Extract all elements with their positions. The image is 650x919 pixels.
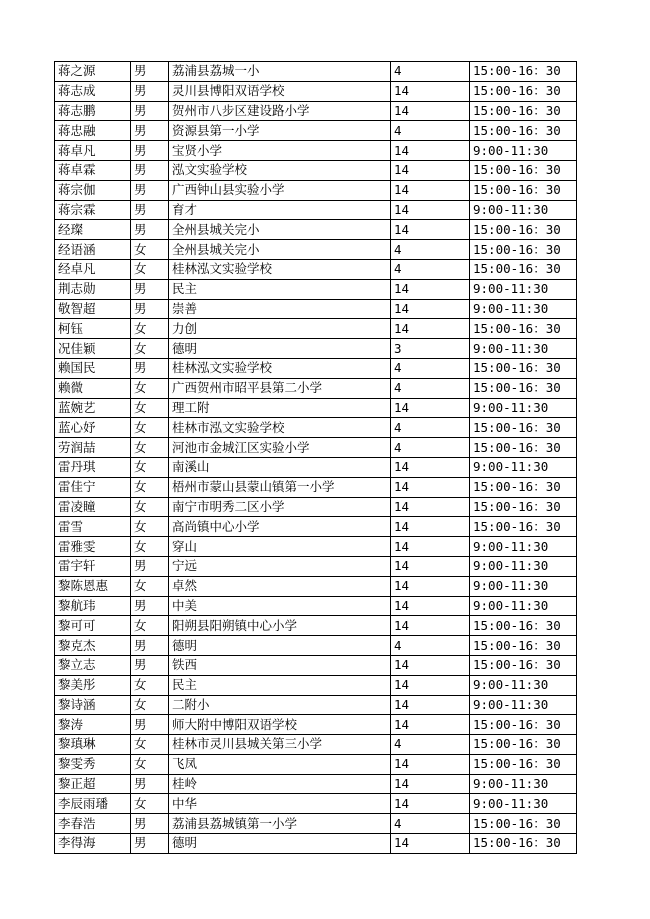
cell-school: 桂林泓文实验学校 bbox=[169, 259, 391, 279]
table-row bbox=[55, 240, 577, 260]
cell-grade: 14 bbox=[391, 517, 470, 537]
cell-school: 桂林市灵川县城关第三小学 bbox=[169, 735, 391, 755]
cell-grade: 4 bbox=[391, 240, 470, 260]
cell-school: 穿山 bbox=[169, 537, 391, 557]
cell-name: 李辰雨璠 bbox=[55, 794, 131, 814]
cell-grade: 14 bbox=[391, 220, 470, 240]
table-row bbox=[55, 814, 577, 834]
cell-grade: 4 bbox=[391, 259, 470, 279]
cell-grade: 14 bbox=[391, 279, 470, 299]
cell-gender: 女 bbox=[131, 675, 169, 695]
cell-grade: 4 bbox=[391, 358, 470, 378]
table-row bbox=[55, 62, 577, 82]
cell-time: 9:00-11:30 bbox=[470, 457, 577, 477]
cell-time: 15:00-16：30 bbox=[470, 62, 577, 82]
cell-time: 9:00-11:30 bbox=[470, 596, 577, 616]
cell-gender: 男 bbox=[131, 655, 169, 675]
cell-school: 南宁市明秀二区小学 bbox=[169, 497, 391, 517]
cell-grade: 14 bbox=[391, 774, 470, 794]
cell-school: 全州县城关完小 bbox=[169, 220, 391, 240]
cell-gender: 女 bbox=[131, 616, 169, 636]
cell-grade: 14 bbox=[391, 299, 470, 319]
cell-gender: 男 bbox=[131, 200, 169, 220]
table-row bbox=[55, 160, 577, 180]
cell-school: 河池市金城江区实验小学 bbox=[169, 438, 391, 458]
cell-grade: 14 bbox=[391, 81, 470, 101]
cell-school: 梧州市蒙山县蒙山镇第一小学 bbox=[169, 477, 391, 497]
table-row bbox=[55, 299, 577, 319]
cell-time: 9:00-11:30 bbox=[470, 141, 577, 161]
cell-name: 黎可可 bbox=[55, 616, 131, 636]
table-row bbox=[55, 339, 577, 359]
cell-gender: 女 bbox=[131, 794, 169, 814]
cell-name: 雷凌瞳 bbox=[55, 497, 131, 517]
cell-grade: 4 bbox=[391, 438, 470, 458]
cell-gender: 男 bbox=[131, 715, 169, 735]
cell-gender: 女 bbox=[131, 398, 169, 418]
cell-time: 15:00-16：30 bbox=[470, 180, 577, 200]
cell-school: 资源县第一小学 bbox=[169, 121, 391, 141]
cell-name: 蒋忠融 bbox=[55, 121, 131, 141]
roster-body bbox=[55, 62, 577, 854]
cell-school: 德明 bbox=[169, 834, 391, 854]
table-row bbox=[55, 141, 577, 161]
cell-time: 15:00-16：30 bbox=[470, 477, 577, 497]
cell-time: 15:00-16：30 bbox=[470, 636, 577, 656]
cell-school: 育才 bbox=[169, 200, 391, 220]
cell-gender: 女 bbox=[131, 378, 169, 398]
cell-name: 黎涛 bbox=[55, 715, 131, 735]
cell-name: 蓝婉艺 bbox=[55, 398, 131, 418]
cell-time: 15:00-16：30 bbox=[470, 378, 577, 398]
cell-grade: 4 bbox=[391, 735, 470, 755]
cell-time: 15:00-16：30 bbox=[470, 160, 577, 180]
cell-name: 柯钰 bbox=[55, 319, 131, 339]
cell-name: 经卓凡 bbox=[55, 259, 131, 279]
table-row bbox=[55, 438, 577, 458]
table-row bbox=[55, 735, 577, 755]
cell-grade: 14 bbox=[391, 834, 470, 854]
cell-name: 雷雪 bbox=[55, 517, 131, 537]
table-row bbox=[55, 378, 577, 398]
table-row bbox=[55, 418, 577, 438]
cell-name: 蒋志鹏 bbox=[55, 101, 131, 121]
cell-gender: 女 bbox=[131, 735, 169, 755]
cell-time: 9:00-11:30 bbox=[470, 695, 577, 715]
table-row bbox=[55, 259, 577, 279]
cell-grade: 14 bbox=[391, 180, 470, 200]
table-row bbox=[55, 715, 577, 735]
table-row bbox=[55, 220, 577, 240]
cell-grade: 4 bbox=[391, 418, 470, 438]
cell-name: 雷佳宁 bbox=[55, 477, 131, 497]
cell-name: 敬智超 bbox=[55, 299, 131, 319]
cell-grade: 4 bbox=[391, 814, 470, 834]
cell-school: 崇善 bbox=[169, 299, 391, 319]
cell-time: 9:00-11:30 bbox=[470, 774, 577, 794]
cell-name: 黎正超 bbox=[55, 774, 131, 794]
cell-school: 泓文实验学校 bbox=[169, 160, 391, 180]
cell-gender: 男 bbox=[131, 636, 169, 656]
cell-school: 宁远 bbox=[169, 556, 391, 576]
cell-gender: 女 bbox=[131, 754, 169, 774]
cell-grade: 14 bbox=[391, 200, 470, 220]
cell-school: 灵川县博阳双语学校 bbox=[169, 81, 391, 101]
cell-name: 黎克杰 bbox=[55, 636, 131, 656]
cell-time: 15:00-16：30 bbox=[470, 735, 577, 755]
cell-time: 9:00-11:30 bbox=[470, 279, 577, 299]
table-row bbox=[55, 616, 577, 636]
cell-grade: 14 bbox=[391, 160, 470, 180]
cell-school: 桂林市泓文实验学校 bbox=[169, 418, 391, 438]
cell-time: 15:00-16：30 bbox=[470, 259, 577, 279]
cell-school: 桂林泓文实验学校 bbox=[169, 358, 391, 378]
cell-school: 广西钟山县实验小学 bbox=[169, 180, 391, 200]
cell-time: 15:00-16：30 bbox=[470, 754, 577, 774]
cell-gender: 男 bbox=[131, 814, 169, 834]
cell-time: 15:00-16：30 bbox=[470, 418, 577, 438]
cell-gender: 女 bbox=[131, 477, 169, 497]
cell-grade: 14 bbox=[391, 319, 470, 339]
cell-name: 况佳颖 bbox=[55, 339, 131, 359]
cell-grade: 14 bbox=[391, 794, 470, 814]
cell-gender: 男 bbox=[131, 556, 169, 576]
cell-school: 飞凤 bbox=[169, 754, 391, 774]
cell-school: 师大附中博阳双语学校 bbox=[169, 715, 391, 735]
cell-name: 赖微 bbox=[55, 378, 131, 398]
cell-school: 宝贤小学 bbox=[169, 141, 391, 161]
table-row bbox=[55, 358, 577, 378]
table-row bbox=[55, 497, 577, 517]
cell-school: 力创 bbox=[169, 319, 391, 339]
cell-school: 卓然 bbox=[169, 576, 391, 596]
cell-gender: 男 bbox=[131, 160, 169, 180]
cell-grade: 14 bbox=[391, 537, 470, 557]
cell-name: 黎诗涵 bbox=[55, 695, 131, 715]
cell-name: 黎美彤 bbox=[55, 675, 131, 695]
cell-grade: 14 bbox=[391, 398, 470, 418]
cell-time: 9:00-11:30 bbox=[470, 200, 577, 220]
table-row bbox=[55, 477, 577, 497]
cell-school: 二附小 bbox=[169, 695, 391, 715]
cell-gender: 男 bbox=[131, 180, 169, 200]
cell-gender: 男 bbox=[131, 299, 169, 319]
cell-gender: 女 bbox=[131, 517, 169, 537]
cell-name: 李春浩 bbox=[55, 814, 131, 834]
cell-gender: 女 bbox=[131, 576, 169, 596]
table-row bbox=[55, 180, 577, 200]
cell-school: 阳朔县阳朔镇中心小学 bbox=[169, 616, 391, 636]
cell-gender: 男 bbox=[131, 121, 169, 141]
cell-grade: 4 bbox=[391, 636, 470, 656]
cell-time: 15:00-16：30 bbox=[470, 121, 577, 141]
cell-grade: 14 bbox=[391, 556, 470, 576]
cell-school: 中美 bbox=[169, 596, 391, 616]
cell-name: 雷宇轩 bbox=[55, 556, 131, 576]
table-row bbox=[55, 774, 577, 794]
table-row bbox=[55, 517, 577, 537]
cell-name: 黎雯秀 bbox=[55, 754, 131, 774]
cell-name: 经璨 bbox=[55, 220, 131, 240]
cell-school: 贺州市八步区建设路小学 bbox=[169, 101, 391, 121]
cell-grade: 3 bbox=[391, 339, 470, 359]
cell-grade: 14 bbox=[391, 576, 470, 596]
cell-grade: 14 bbox=[391, 715, 470, 735]
cell-grade: 14 bbox=[391, 675, 470, 695]
cell-time: 15:00-16：30 bbox=[470, 834, 577, 854]
cell-time: 15:00-16：30 bbox=[470, 814, 577, 834]
cell-gender: 男 bbox=[131, 81, 169, 101]
table-row bbox=[55, 556, 577, 576]
cell-time: 9:00-11:30 bbox=[470, 537, 577, 557]
cell-gender: 女 bbox=[131, 418, 169, 438]
cell-time: 15:00-16：30 bbox=[470, 358, 577, 378]
cell-name: 蒋卓霖 bbox=[55, 160, 131, 180]
cell-time: 9:00-11:30 bbox=[470, 398, 577, 418]
cell-grade: 14 bbox=[391, 655, 470, 675]
cell-name: 黎瑱琳 bbox=[55, 735, 131, 755]
cell-school: 全州县城关完小 bbox=[169, 240, 391, 260]
table-row bbox=[55, 834, 577, 854]
cell-grade: 14 bbox=[391, 457, 470, 477]
cell-school: 德明 bbox=[169, 636, 391, 656]
cell-gender: 男 bbox=[131, 220, 169, 240]
cell-grade: 4 bbox=[391, 121, 470, 141]
table-row bbox=[55, 319, 577, 339]
student-roster-table bbox=[54, 61, 577, 854]
table-row bbox=[55, 398, 577, 418]
cell-gender: 女 bbox=[131, 497, 169, 517]
cell-name: 经语涵 bbox=[55, 240, 131, 260]
cell-grade: 14 bbox=[391, 477, 470, 497]
cell-gender: 女 bbox=[131, 537, 169, 557]
table-row bbox=[55, 675, 577, 695]
cell-name: 黎航玮 bbox=[55, 596, 131, 616]
cell-time: 15:00-16：30 bbox=[470, 101, 577, 121]
cell-name: 蓝心妤 bbox=[55, 418, 131, 438]
table-row bbox=[55, 279, 577, 299]
cell-name: 劳润喆 bbox=[55, 438, 131, 458]
cell-time: 9:00-11:30 bbox=[470, 299, 577, 319]
cell-time: 15:00-16：30 bbox=[470, 517, 577, 537]
cell-school: 南溪山 bbox=[169, 457, 391, 477]
cell-grade: 4 bbox=[391, 62, 470, 82]
cell-time: 15:00-16：30 bbox=[470, 655, 577, 675]
cell-gender: 男 bbox=[131, 774, 169, 794]
cell-grade: 4 bbox=[391, 378, 470, 398]
table-row bbox=[55, 754, 577, 774]
cell-time: 9:00-11:30 bbox=[470, 675, 577, 695]
cell-time: 15:00-16：30 bbox=[470, 715, 577, 735]
cell-name: 蒋之源 bbox=[55, 62, 131, 82]
cell-name: 雷丹琪 bbox=[55, 457, 131, 477]
cell-school: 荔浦县荔城一小 bbox=[169, 62, 391, 82]
cell-name: 黎立志 bbox=[55, 655, 131, 675]
cell-time: 15:00-16：30 bbox=[470, 616, 577, 636]
cell-school: 中华 bbox=[169, 794, 391, 814]
table-row bbox=[55, 636, 577, 656]
cell-grade: 14 bbox=[391, 101, 470, 121]
cell-gender: 女 bbox=[131, 457, 169, 477]
cell-grade: 14 bbox=[391, 695, 470, 715]
table-row bbox=[55, 655, 577, 675]
cell-time: 15:00-16：30 bbox=[470, 240, 577, 260]
cell-time: 9:00-11:30 bbox=[470, 794, 577, 814]
table-row bbox=[55, 81, 577, 101]
cell-name: 蒋卓凡 bbox=[55, 141, 131, 161]
cell-gender: 男 bbox=[131, 62, 169, 82]
cell-grade: 14 bbox=[391, 596, 470, 616]
cell-gender: 男 bbox=[131, 141, 169, 161]
cell-gender: 女 bbox=[131, 438, 169, 458]
table-row bbox=[55, 596, 577, 616]
cell-grade: 14 bbox=[391, 497, 470, 517]
cell-school: 广西贺州市昭平县第二小学 bbox=[169, 378, 391, 398]
cell-gender: 男 bbox=[131, 596, 169, 616]
cell-gender: 男 bbox=[131, 279, 169, 299]
cell-gender: 女 bbox=[131, 319, 169, 339]
cell-gender: 女 bbox=[131, 695, 169, 715]
table-row bbox=[55, 794, 577, 814]
cell-name: 赖国民 bbox=[55, 358, 131, 378]
cell-grade: 14 bbox=[391, 616, 470, 636]
cell-time: 15:00-16：30 bbox=[470, 319, 577, 339]
cell-school: 荔浦县荔城镇第一小学 bbox=[169, 814, 391, 834]
cell-school: 民主 bbox=[169, 675, 391, 695]
cell-time: 9:00-11:30 bbox=[470, 576, 577, 596]
cell-gender: 女 bbox=[131, 259, 169, 279]
cell-gender: 男 bbox=[131, 101, 169, 121]
table-row bbox=[55, 101, 577, 121]
cell-school: 理工附 bbox=[169, 398, 391, 418]
cell-gender: 女 bbox=[131, 339, 169, 359]
table-row bbox=[55, 200, 577, 220]
table-row bbox=[55, 537, 577, 557]
cell-name: 李得海 bbox=[55, 834, 131, 854]
cell-time: 9:00-11:30 bbox=[470, 339, 577, 359]
cell-grade: 14 bbox=[391, 754, 470, 774]
cell-gender: 男 bbox=[131, 834, 169, 854]
cell-school: 德明 bbox=[169, 339, 391, 359]
cell-name: 蒋宗伽 bbox=[55, 180, 131, 200]
cell-time: 15:00-16：30 bbox=[470, 81, 577, 101]
cell-gender: 女 bbox=[131, 240, 169, 260]
table-row bbox=[55, 121, 577, 141]
cell-time: 15:00-16：30 bbox=[470, 220, 577, 240]
cell-name: 荆志勋 bbox=[55, 279, 131, 299]
cell-name: 黎陈恩惠 bbox=[55, 576, 131, 596]
cell-name: 蒋志成 bbox=[55, 81, 131, 101]
table-row bbox=[55, 457, 577, 477]
cell-school: 民主 bbox=[169, 279, 391, 299]
cell-time: 9:00-11:30 bbox=[470, 556, 577, 576]
cell-name: 雷雅雯 bbox=[55, 537, 131, 557]
cell-school: 铁西 bbox=[169, 655, 391, 675]
table-row bbox=[55, 576, 577, 596]
cell-time: 15:00-16：30 bbox=[470, 438, 577, 458]
cell-grade: 14 bbox=[391, 141, 470, 161]
table-row bbox=[55, 695, 577, 715]
cell-time: 15:00-16：30 bbox=[470, 497, 577, 517]
cell-school: 桂岭 bbox=[169, 774, 391, 794]
cell-gender: 男 bbox=[131, 358, 169, 378]
cell-name: 蒋宗霖 bbox=[55, 200, 131, 220]
cell-school: 高尚镇中心小学 bbox=[169, 517, 391, 537]
